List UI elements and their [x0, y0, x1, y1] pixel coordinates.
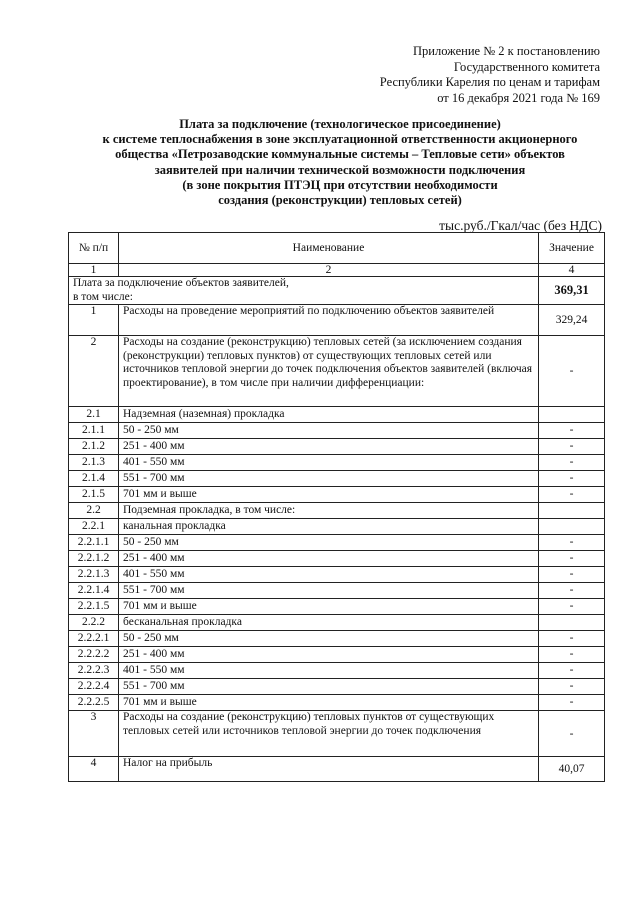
- appendix-line: от 16 декабря 2021 года № 169: [437, 90, 600, 105]
- row-value: -: [539, 567, 605, 583]
- row-name: 701 мм и выше: [119, 599, 539, 615]
- row-value: 329,24: [539, 305, 605, 336]
- table-row: [69, 583, 605, 599]
- table-row: [69, 599, 605, 615]
- row-name: 251 - 400 мм: [119, 439, 539, 455]
- colnum-4: 4: [539, 264, 605, 277]
- row-value: -: [539, 439, 605, 455]
- row-name: 701 мм и выше: [119, 695, 539, 711]
- row-number: 2.2.2.2: [69, 647, 119, 663]
- row-number: 2.2.2.5: [69, 695, 119, 711]
- row-value: 40,07: [539, 757, 605, 782]
- row-value: -: [539, 695, 605, 711]
- appendix-note: [340, 44, 600, 106]
- row-number: 2.2.1.1: [69, 535, 119, 551]
- row-name: бесканальная прокладка: [119, 615, 539, 631]
- row-value: -: [539, 535, 605, 551]
- row-number: 1: [69, 305, 119, 336]
- row-name: Расходы на создание (реконструкцию) тепловых пунктов от существующих тепловых сетей или источников тепловой энергии до точек подключения: [119, 711, 539, 757]
- table-row: [69, 305, 605, 336]
- table-row: [69, 407, 605, 423]
- row-value: -: [539, 711, 605, 757]
- row-number: 2.1.4: [69, 471, 119, 487]
- column-number-row: [69, 264, 605, 277]
- appendix-line: Республики Карелия по ценам и тарифам: [379, 75, 600, 89]
- row-value: -: [539, 631, 605, 647]
- total-name-line: в том числе:: [73, 290, 133, 303]
- row-number: 2.1.2: [69, 439, 119, 455]
- row-name: 50 - 250 мм: [119, 631, 539, 647]
- table-row: [69, 336, 605, 407]
- row-number: 2.2.1.4: [69, 583, 119, 599]
- row-value: -: [539, 647, 605, 663]
- title-line: заявителей при наличии технической возможности подключения: [154, 162, 526, 177]
- table-row: [69, 631, 605, 647]
- row-name: 251 - 400 мм: [119, 647, 539, 663]
- title-line: к системе теплоснабжения в зоне эксплуатационной ответственности акционерного: [102, 132, 578, 147]
- row-number: 2.1.3: [69, 455, 119, 471]
- row-number: 2.1.1: [69, 423, 119, 439]
- row-value: -: [539, 679, 605, 695]
- appendix-line: Приложение № 2 к постановлению: [413, 44, 600, 58]
- row-name: 551 - 700 мм: [119, 679, 539, 695]
- row-value: [539, 407, 605, 423]
- table-row: [69, 487, 605, 503]
- appendix-line: Государственного комитета: [453, 59, 600, 74]
- row-number: 2.2.1.5: [69, 599, 119, 615]
- row-name: 701 мм и выше: [119, 487, 539, 503]
- table-row: [69, 615, 605, 631]
- total-row: [69, 277, 605, 305]
- row-value: [539, 503, 605, 519]
- row-name: канальная прокладка: [119, 519, 539, 535]
- row-name: 551 - 700 мм: [119, 583, 539, 599]
- table-row: [69, 647, 605, 663]
- table-row: [69, 519, 605, 535]
- row-value: -: [539, 455, 605, 471]
- fee-table: [68, 232, 605, 782]
- row-name: 50 - 250 мм: [119, 535, 539, 551]
- row-number: 4: [69, 757, 119, 782]
- row-number: 2.2.1: [69, 519, 119, 535]
- colnum-2: 2: [119, 264, 539, 277]
- row-name: 401 - 550 мм: [119, 567, 539, 583]
- table-row: [69, 695, 605, 711]
- row-name: Налог на прибыль: [119, 757, 539, 782]
- row-number: 2.2.1.2: [69, 551, 119, 567]
- row-name: Надземная (наземная) прокладка: [119, 407, 539, 423]
- document-title: [60, 117, 620, 208]
- table-header-row: [69, 233, 605, 264]
- row-number: 2: [69, 336, 119, 407]
- row-value: -: [539, 551, 605, 567]
- row-number: 2.2.2.1: [69, 631, 119, 647]
- table-row: [69, 757, 605, 782]
- row-value: [539, 615, 605, 631]
- row-number: 2.2: [69, 503, 119, 519]
- row-name: 401 - 550 мм: [119, 455, 539, 471]
- units-label: тыс.руб./Гкал/час (без НДС): [439, 218, 602, 233]
- row-number: 2.2.2.3: [69, 663, 119, 679]
- header-num: № п/п: [69, 233, 119, 264]
- row-value: [539, 519, 605, 535]
- title-line: Плата за подключение (технологическое присоединение): [179, 117, 501, 131]
- row-value: -: [539, 663, 605, 679]
- row-number: 2.2.2: [69, 615, 119, 631]
- header-value: Значение: [539, 233, 605, 264]
- total-name: [69, 277, 539, 305]
- row-value: -: [539, 423, 605, 439]
- total-name-line: Плата за подключение объектов заявителей,: [73, 277, 289, 289]
- title-line: (в зоне покрытия ПТЭЦ при отсутствии необходимости: [182, 177, 498, 192]
- row-number: 2.1.5: [69, 487, 119, 503]
- row-name: 251 - 400 мм: [119, 551, 539, 567]
- row-name: 50 - 250 мм: [119, 423, 539, 439]
- row-name: 551 - 700 мм: [119, 471, 539, 487]
- row-value: -: [539, 599, 605, 615]
- table-row: [69, 423, 605, 439]
- table-row: [69, 439, 605, 455]
- row-number: 2.1: [69, 407, 119, 423]
- row-name: Подземная прокладка, в том числе:: [119, 503, 539, 519]
- row-value: -: [539, 583, 605, 599]
- title-line: общества «Петрозаводские коммунальные системы – Тепловые сети» объектов: [115, 147, 565, 162]
- row-value: -: [539, 487, 605, 503]
- total-value: 369,31: [539, 277, 605, 305]
- row-value: -: [539, 471, 605, 487]
- table-row: [69, 567, 605, 583]
- row-number: 3: [69, 711, 119, 757]
- table-row: [69, 535, 605, 551]
- table-row: [69, 455, 605, 471]
- table-row: [69, 503, 605, 519]
- table-row: [69, 679, 605, 695]
- row-value: -: [539, 336, 605, 407]
- row-name: Расходы на проведение мероприятий по подключению объектов заявителей: [119, 305, 539, 336]
- row-number: 2.2.1.3: [69, 567, 119, 583]
- row-number: 2.2.2.4: [69, 679, 119, 695]
- row-name: Расходы на создание (реконструкцию) тепловых сетей (за исключением создания (реконструкции) тепловых пунктов) от существующих тепловых сетей или источников тепловой энергии до точек подключения объектов заявителей (включая проектирование), в том числе при наличии дифференциации:: [119, 336, 539, 407]
- table-row: [69, 551, 605, 567]
- colnum-1: 1: [69, 264, 119, 277]
- row-name: 401 - 550 мм: [119, 663, 539, 679]
- table-row: [69, 471, 605, 487]
- table-row: [69, 663, 605, 679]
- table-row: [69, 711, 605, 757]
- title-line: создания (реконструкции) тепловых сетей): [218, 193, 462, 208]
- header-name: Наименование: [119, 233, 539, 264]
